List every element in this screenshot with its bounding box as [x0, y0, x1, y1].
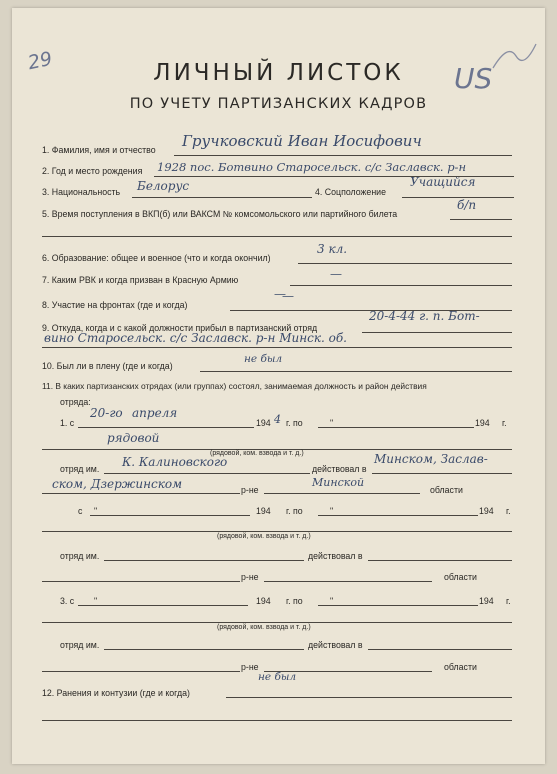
entry-2-rne: р-не: [241, 572, 259, 582]
entry-1-to-line: [318, 427, 474, 428]
entry-2-g-po: г. по: [286, 506, 303, 516]
archive-number-left: 29: [25, 47, 55, 75]
entry-1-oblast-line: [264, 493, 420, 494]
entry-1-year-from: 194: [256, 418, 271, 428]
entry-2-district-line: [368, 560, 512, 561]
entry-2-year-from: 194: [256, 506, 271, 516]
field-12-label: 12. Ранения и контузии (где и когда): [42, 688, 190, 698]
entry-1-district-line: [372, 473, 512, 474]
field-4-value: Учащийся: [410, 175, 476, 189]
entry-1-district-2: ском, Дзержинском: [52, 477, 183, 491]
field-7-label: 7. Каким РВК и когда призван в Красную Армию: [42, 275, 239, 285]
document-title: ЛИЧНЫЙ ЛИСТОК: [153, 60, 404, 86]
field-8-label: 8. Участие на фронтах (где и когда): [42, 300, 188, 310]
entry-3-quote: ": [94, 596, 98, 606]
entry-3-g-to: г.: [506, 596, 511, 606]
entry-1-year-from-digit: 4: [274, 413, 281, 426]
entry-3-to-line: [318, 605, 478, 606]
entry-2-otryad-line: [104, 560, 304, 561]
field-1-label: 1. Фамилия, имя и отчество: [42, 145, 156, 155]
entry-3-rank-hint: (рядовой, ком. взвода и т. д.): [217, 624, 311, 631]
field-3-label: 3. Национальность: [42, 187, 121, 197]
document-sheet: [12, 8, 545, 764]
field-10-line: [200, 371, 512, 372]
entry-3-position-line: [42, 622, 512, 623]
field-9-line-2: [42, 347, 512, 348]
entry-3-year-from: 194: [256, 596, 271, 606]
field-2-label: 2. Год и место рождения: [42, 166, 143, 176]
entry-3-oblasti: области: [444, 662, 477, 672]
field-9-value-line1: 20-4-44 г. п. Бот-: [369, 309, 480, 323]
archive-mark-right: US: [454, 62, 493, 95]
field-12-value: не был: [258, 671, 297, 683]
entry-1-quote: ": [330, 418, 334, 428]
entry-3-year-to: 194: [479, 596, 494, 606]
field-10-value: не был: [244, 353, 283, 365]
entry-1-otryad-line: [104, 473, 310, 474]
entry-2-to-line: [318, 515, 478, 516]
entry-1-from-label: 1. с: [60, 418, 75, 428]
entry-1-otryad-label: отряд им.: [60, 464, 100, 474]
entry-1-deystvoval: действовал в: [312, 464, 367, 474]
field-7-dash-2: —: [274, 287, 286, 301]
field-11-label: 11. В каких партизанских отрядах (или группах) состоял, занимаемая должность и район действия: [42, 381, 427, 391]
document-subtitle: ПО УЧЕТУ ПАРТИЗАНСКИХ КАДРОВ: [129, 96, 428, 112]
entry-2-district-line-2: [42, 581, 240, 582]
field-12-line-2: [42, 720, 512, 721]
field-2-value: 1928 пос. Ботвино Старосельск. с/с Заславск. р-н: [157, 160, 467, 174]
entry-2-g-to: г.: [506, 506, 511, 516]
field-12-line: [226, 697, 512, 698]
entry-1-g-po: г. по: [286, 418, 303, 428]
field-3-value: Белорус: [137, 179, 190, 193]
field-5-line-2: [42, 236, 512, 237]
entry-2-oblast-line: [264, 581, 432, 582]
entry-2-oblasti: области: [444, 572, 477, 582]
entry-2-from-line: [90, 515, 250, 516]
entry-2-otryad-label: отряд им.: [60, 551, 100, 561]
entry-1-district-line-2: [42, 493, 240, 494]
entry-2-year-to: 194: [479, 506, 494, 516]
entry-3-from-label: 3. с: [60, 596, 75, 606]
entry-3-otryad-line: [104, 649, 304, 650]
entry-3-otryad-label: отряд им.: [60, 640, 100, 650]
field-6-label: 6. Образование: общее и военное (что и когда окончил): [42, 253, 271, 263]
entry-1-from-month: апреля: [132, 406, 178, 420]
entry-3-from-line: [78, 605, 248, 606]
entry-3-rne: р-не: [241, 662, 259, 672]
field-7-line: [290, 285, 512, 286]
entry-1-rne: р-не: [241, 485, 259, 495]
field-6-value: 3 кл.: [317, 242, 348, 256]
field-1-value: Гручковский Иван Иосифович: [182, 132, 422, 150]
entry-2-rank-hint: (рядовой, ком. взвода и т. д.): [217, 533, 311, 540]
entry-3-g-po: г. по: [286, 596, 303, 606]
field-5-value: б/п: [457, 198, 477, 212]
entry-2-deystvoval: действовал в: [308, 551, 363, 561]
entry-1-year-to: 194: [475, 418, 490, 428]
entry-3-quote-2: ": [330, 596, 334, 606]
entry-1-rank-hint: (рядовой, ком. взвода и т. д.): [210, 450, 304, 457]
entry-2-quote: ": [94, 506, 98, 516]
field-1-line: [174, 155, 512, 156]
entry-1-district-1: Минском, Заслав-: [374, 452, 488, 466]
entry-1-g-to: г.: [502, 418, 507, 428]
entry-1-position: рядовой: [107, 431, 160, 445]
field-9-label: 9. Откуда, когда и с какой должности прибыл в партизанский отряд: [42, 323, 318, 333]
field-9-line: [362, 332, 512, 333]
entry-1-otryad: К. Калиновского: [122, 455, 228, 469]
field-7-value: —: [330, 267, 342, 281]
field-3-line: [132, 197, 312, 198]
entry-2-position-line: [42, 531, 512, 532]
field-9-value-line2: вино Старосельск. с/с Заславск. р-н Минск. об.: [44, 331, 347, 345]
entry-3-district-line-2: [42, 671, 240, 672]
entry-3-district-line: [368, 649, 512, 650]
field-5-line: [450, 219, 512, 220]
field-4-label: 4. Соцположение: [315, 187, 386, 197]
entry-1-from-day: 20-го: [90, 406, 123, 420]
entry-3-deystvoval: действовал в: [308, 640, 363, 650]
entry-1-oblasti: области: [430, 485, 463, 495]
entry-2-quote-2: ": [330, 506, 334, 516]
field-8-value: —: [282, 289, 294, 303]
entry-2-from-label: с: [78, 506, 83, 516]
field-11-label-2: отряда:: [60, 397, 91, 407]
field-10-label: 10. Был ли в плену (где и когда): [42, 361, 173, 371]
field-6-line: [298, 263, 512, 264]
entry-1-from-line: [78, 427, 254, 428]
entry-1-oblast: Минской: [312, 476, 365, 489]
field-5-label: 5. Время поступления в ВКП(б) или ВАКСМ № комсомольского или партийного билета: [42, 209, 398, 219]
